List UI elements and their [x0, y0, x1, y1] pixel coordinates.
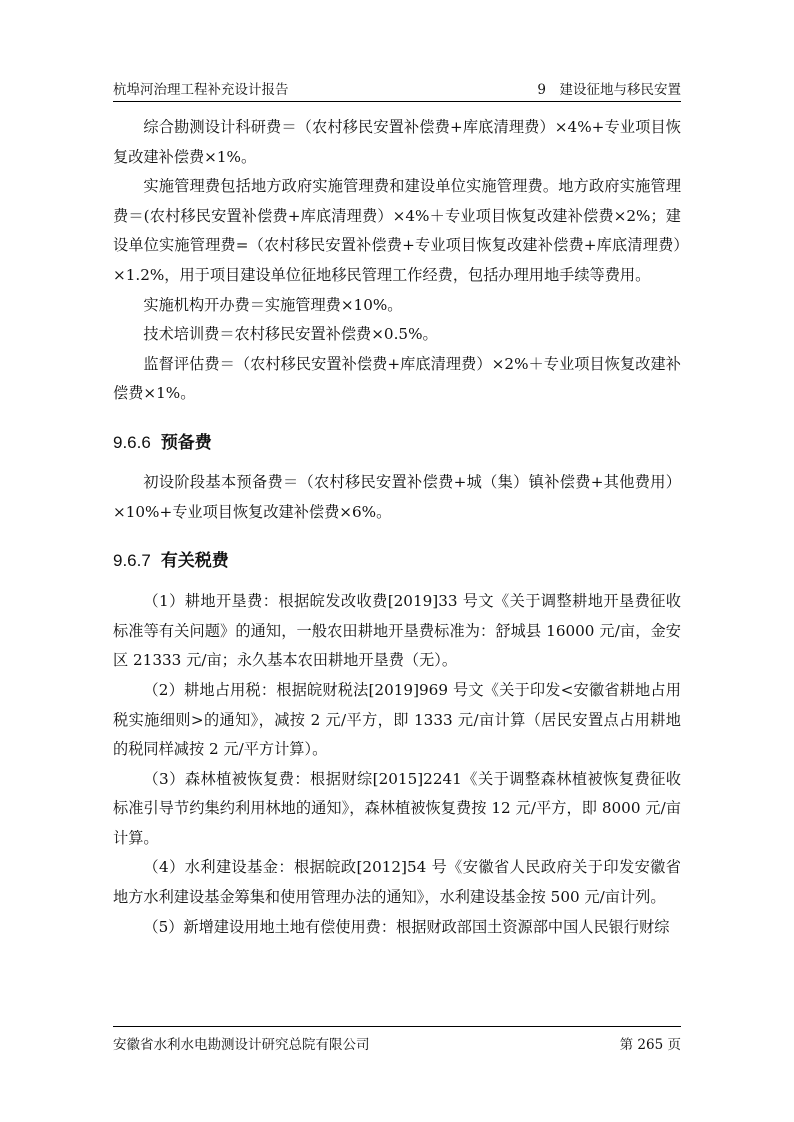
page-body	[113, 113, 681, 942]
section-title: 预备费	[160, 432, 212, 453]
paragraph-forest-restoration-fee: （3）森林植被恢复费：根据财综[2015]2241《关于调整森林植被恢复费征收标准引导节约集约利用林地的通知》，森林植被恢复费按 12 元/平方，即 8000 元/亩计算。	[113, 769, 681, 847]
footer-organization: 安徽省水利水电勘测设计研究总院有限公司	[113, 1037, 370, 1053]
paragraph-land-use-fee: （5）新增建设用地土地有偿使用费：根据财政部国土资源部中国人民银行财综	[143, 917, 670, 936]
paragraph-farmland-occupation-tax: （2）耕地占用税：根据皖财税法[2019]969 号文《关于印发<安徽省耕地占用税实施细则>的通知》，减按 2 元/平方，即 1333 元/亩计算（居民安置点占用耕地的税同样减按 2 元/平方计算）。	[113, 680, 681, 759]
paragraph-farmland-reclamation-fee: （1）耕地开垦费：根据皖发改收费[2019]33 号文《关于调整耕地开垦费征收标准等有关问题》的通知，一般农田耕地开垦费标准为：舒城县 16000 元/亩，金安区 21333 元/亩；永久基本农田耕地开垦费（无）。	[113, 592, 681, 670]
paragraph-supervision-evaluation-fee: 监督评估费＝（农村移民安置补偿费+库底清理费）×2%＋专业项目恢复改建补偿费×1%。	[113, 354, 681, 403]
footer-divider	[113, 1026, 681, 1027]
paragraph-water-conservancy-fund: （4）水利建设基金：根据皖政[2012]54 号《安徽省人民政府关于印发安徽省地方水利建设基金筹集和使用管理办法的通知》，水利建设基金按 500 元/亩计列。	[113, 858, 681, 907]
page-footer	[113, 1033, 681, 1053]
paragraph-basic-contingency: 初设阶段基本预备费＝（农村移民安置补偿费+城（集）镇补偿费+其他费用）×10%+专业项目恢复改建补偿费×6%。	[113, 472, 681, 521]
header-divider	[113, 101, 681, 102]
page-header	[113, 74, 681, 98]
header-chapter-title: 9 建设征地与移民安置	[537, 82, 681, 98]
section-heading-contingency	[113, 430, 681, 456]
paragraph-implementation-management-fee: 实施管理费包括地方政府实施管理费和建设单位实施管理费。地方政府实施管理费＝(农村移民安置补偿费+库底清理费）×4%＋专业项目恢复改建补偿费×2%；建设单位实施管理费=（农村移民安置补偿费+专业项目恢复改建补偿费+库底清理费）×1.2%，用于项目建设单位征地移民管理工作经费，包括办理用地手续等费用。	[113, 177, 681, 284]
section-number: 9.6.7	[113, 551, 151, 571]
footer-page-number: 第 265 页	[619, 1037, 681, 1053]
paragraph-technical-training-fee: 技术培训费＝农村移民安置补偿费×0.5%。	[143, 325, 438, 344]
section-title: 有关税费	[160, 551, 229, 572]
paragraph-agency-setup-fee: 实施机构开办费＝实施管理费×10%。	[143, 295, 403, 314]
section-heading-taxes-fees	[113, 548, 681, 574]
section-number: 9.6.6	[113, 432, 151, 452]
paragraph-survey-design-fee: 综合勘测设计科研费＝（农村移民安置补偿费+库底清理费）×4%+专业项目恢复改建补偿费×1%。	[113, 118, 681, 166]
header-document-title: 杭埠河治理工程补充设计报告	[113, 82, 289, 98]
